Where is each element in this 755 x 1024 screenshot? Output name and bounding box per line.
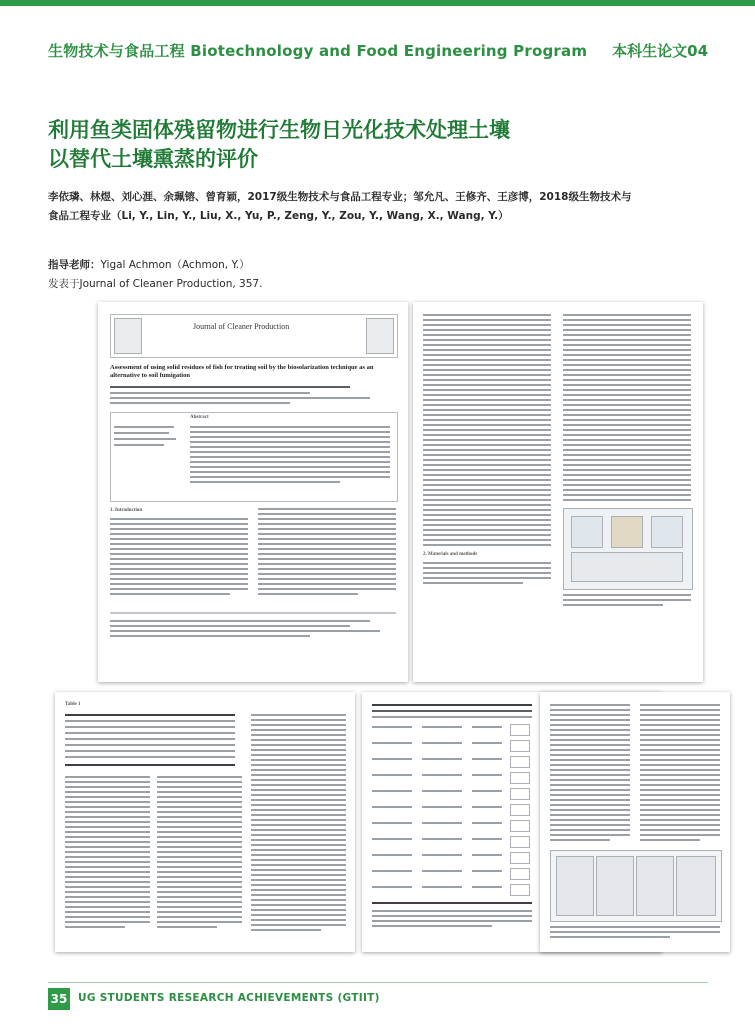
paper-page-5-thumbnail xyxy=(540,692,730,952)
paper-intro-heading: 1. Introduction xyxy=(110,508,143,513)
advisor-name: Yigal Achmon（Achmon, Y.） xyxy=(100,259,250,271)
advisor-line xyxy=(48,256,708,275)
paper-article-title: Assessment of using solid residues of fish for treating soil by the biosolarization technique as an alternative to soil fumigation xyxy=(110,364,374,379)
advisor-label: 指导老师： xyxy=(48,259,101,271)
article-title-line-1: 利用鱼类固体残留物进行生物日光化技术处理土壤 xyxy=(48,118,510,142)
paper-abstract-heading: Abstract xyxy=(190,415,209,420)
paper-page-3-thumbnail xyxy=(55,692,355,952)
author-line-2: 食品工程专业（Li, Y., Lin, Y., Liu, X., Yu, P., Zeng, Y., Zou, Y., Wang, X., Wang, Y.） xyxy=(48,210,509,222)
paper-table-label: Table 1 xyxy=(65,702,81,707)
paper-journal-name: Journal of Cleaner Production xyxy=(193,322,290,331)
article-title-line-2: 以替代土壤熏蒸的评价 xyxy=(48,147,258,171)
page-header xyxy=(48,40,708,100)
page-number: 35 xyxy=(48,988,70,1010)
advisor-block xyxy=(48,256,708,294)
paper-page-1-thumbnail xyxy=(98,302,408,682)
page-footer xyxy=(48,988,728,1012)
footer-text: UG STUDENTS RESEARCH ACHIEVEMENTS (GTIIT) xyxy=(78,992,380,1004)
document-number: 本科生论文04 xyxy=(612,42,708,60)
paper-methods-heading: 2. Materials and methods xyxy=(423,552,478,557)
author-list xyxy=(48,188,723,226)
top-accent-bar xyxy=(0,0,755,6)
publication-line: 发表于Journal of Cleaner Production, 357. xyxy=(48,278,263,290)
author-line-1: 李依璘、林煜、刘心涯、余珮镕、曾育颖，2017级生物技术与食品工程专业；邹允凡、王修齐、王彦博，2018级生物技术与 xyxy=(48,191,632,203)
footer-divider xyxy=(48,982,708,983)
paper-page-2-thumbnail xyxy=(413,302,703,682)
journal-title: 生物技术与食品工程 Biotechnology and Food Engineering Program xyxy=(48,42,588,60)
article-title xyxy=(48,116,718,174)
